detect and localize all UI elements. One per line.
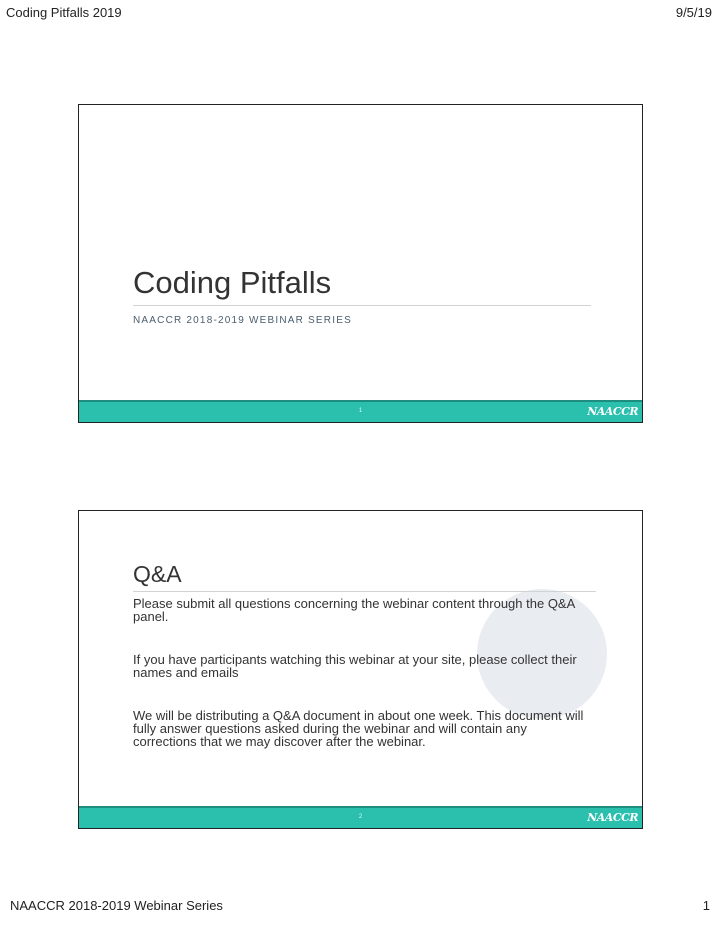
title-divider [133,305,591,306]
slide-2 [78,510,643,829]
page-header-date: 9/5/19 [675,5,712,20]
slide-subtitle: NAACCR 2018-2019 WEBINAR SERIES [133,315,352,326]
slide-1 [78,104,643,423]
slide-body [133,597,593,778]
slide-title: Q&A [133,561,182,587]
naaccr-logo-icon: NAACCR [587,405,638,418]
slide-footer-bar [79,400,642,422]
page-number: 1 [702,898,710,913]
slide-footer-bar [79,806,642,828]
paragraph-qa-document: We will be distributing a Q&A document in about one week. This document will fully answer questions asked during the webinar and will contain any corrections that we may discover after the webinar. [133,708,584,749]
title-divider [133,591,596,592]
paragraph-submit-questions: Please submit all questions concerning the webinar content through the Q&A panel. [133,596,575,624]
slide-number: 2 [358,814,363,820]
page-footer-series: NAACCR 2018-2019 Webinar Series [10,898,223,913]
slide-title: Coding Pitfalls [133,265,332,300]
naaccr-logo-icon: NAACCR [587,811,638,824]
slide-number: 1 [358,408,363,414]
page-header-title: Coding Pitfalls 2019 [6,5,122,20]
paragraph-participants: If you have participants watching this webinar at your site, please collect their names and emails [133,652,577,680]
